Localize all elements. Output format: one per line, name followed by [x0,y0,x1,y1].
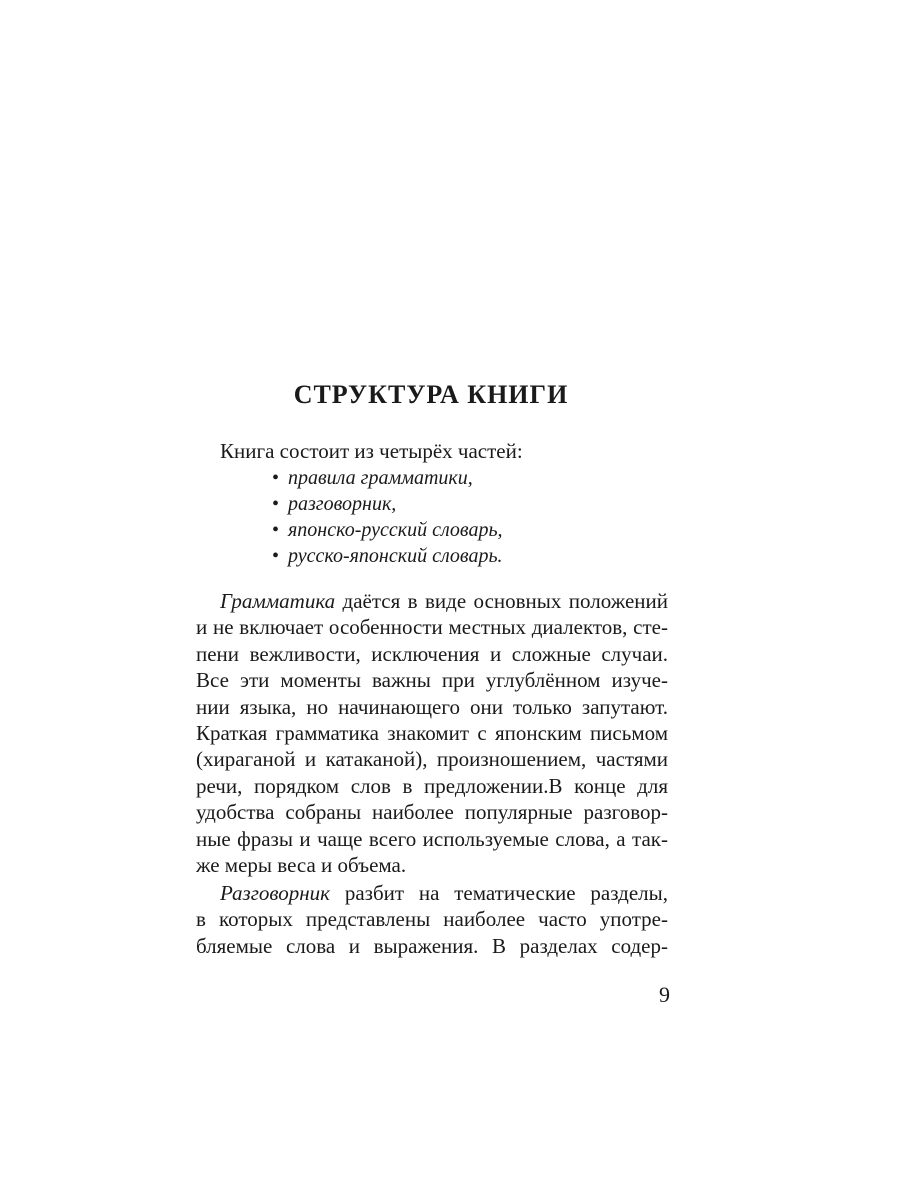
bullet-icon: • [272,493,280,515]
list-item [272,491,503,517]
page-number: 9 [659,982,670,1007]
paragraph-line: нии языка, но начинающего они только запутают. [196,694,668,719]
intro-text: Книга состоит из четырёх частей: [220,439,523,463]
bullet-icon: • [272,545,280,567]
paragraph-line: речи, порядком слов в предложении.В конце для [196,773,668,798]
list-item [272,543,503,569]
grammar-paragraph [196,588,668,878]
paragraph-line: Разговорник разбит на тематические разделы, [220,881,668,905]
paragraph-line: Грамматика даётся в виде основных положений [220,589,668,613]
phrasebook-term: Разговорник [220,881,330,905]
bullet-icon: • [272,467,280,489]
paragraph-line: и не включает особенности местных диалектов, сте- [196,615,668,640]
list-item [272,517,503,543]
paragraph-line: Краткая грамматика знакомит с японским письмом [196,721,668,746]
section-heading: СТРУКТУРА КНИГИ [293,380,569,409]
list-item-text: разговорник, [288,493,397,515]
paragraph-line: же меры веса и объема. [196,853,407,878]
list-item [272,465,503,491]
list-item-text: правила грамматики, [288,467,473,489]
phrasebook-paragraph [196,880,668,959]
paragraph-line: (хираганой и катаканой), произношением, частями [196,747,668,772]
grammar-term: Грамматика [220,589,336,613]
paragraph-line: удобства собраны наиболее популярные разговор- [196,800,668,825]
parts-list [272,465,503,569]
paragraph-line: в которых представлены наиболее часто употре- [196,907,668,932]
paragraph-line: Все эти моменты важны при углублённом изуче- [196,668,668,693]
bullet-icon: • [272,519,280,541]
paragraph-line: пени вежливости, исключения и сложные случаи. [196,641,668,666]
paragraph-line: бляемые слова и выражения. В разделах содер- [196,933,668,958]
list-item-text: японско-русский словарь, [288,519,503,541]
list-item-text: русско-японский словарь. [288,545,503,567]
paragraph-line: ные фразы и чаще всего используемые слова, а так- [196,826,668,851]
